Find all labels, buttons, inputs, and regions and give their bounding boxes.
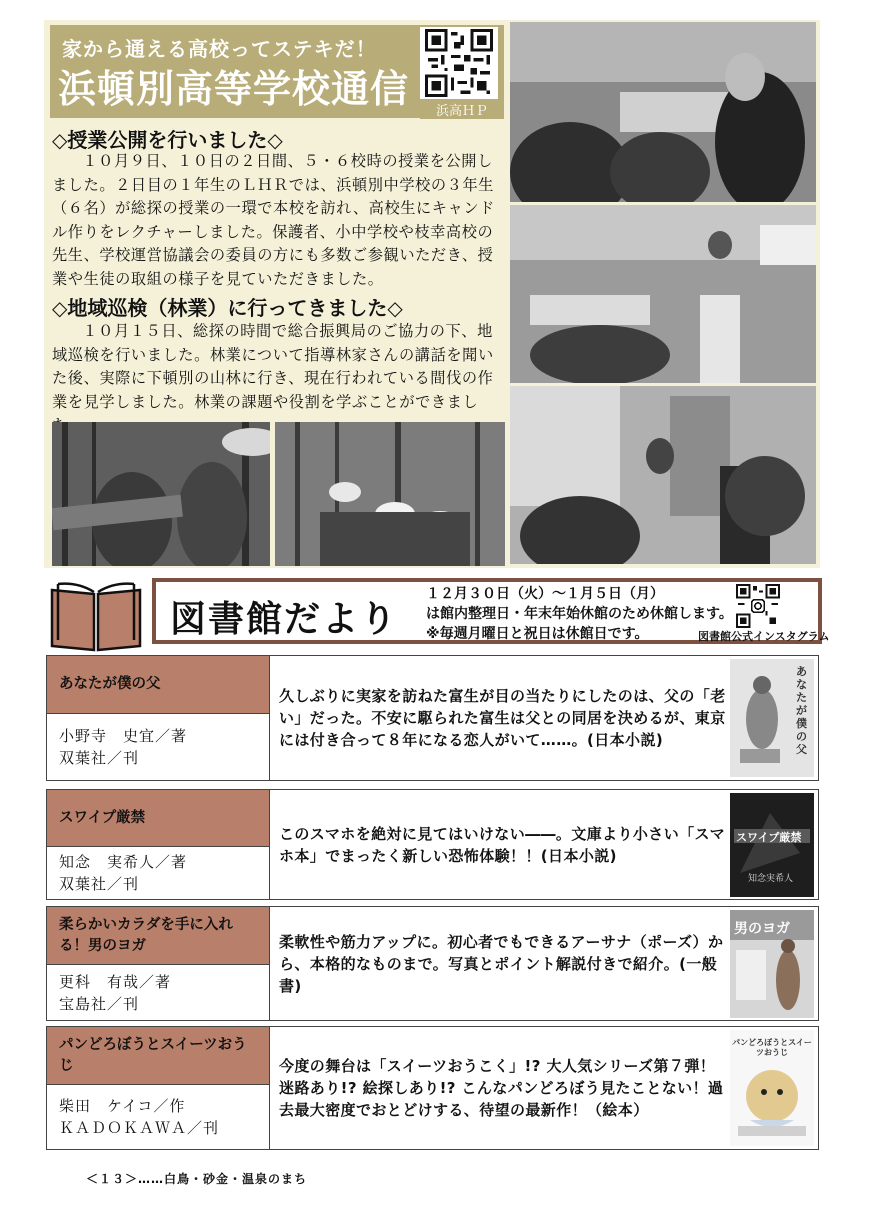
book-credits <box>47 965 269 1020</box>
book-row-2 <box>46 789 819 900</box>
book-row-4 <box>46 1026 819 1150</box>
book-publisher: ＫＡＤＯＫＡＷＡ／刊 <box>59 1119 220 1137</box>
divider <box>269 790 270 899</box>
book-author: 更科 有哉／著 <box>59 972 172 991</box>
book-description: 今度の舞台は「スイーツおうこく」!? 大人気シリーズ第７弾！迷路あり!? 絵探しあり!? こんなパンどろぼう見たことない！過去最大密度でおとどけする、待望の最新作！（絵本） <box>279 1057 724 1119</box>
book-title: 柔らかいカラダを手に入れる！男のヨガ <box>47 907 269 965</box>
school-qr-code[interactable] <box>420 27 498 99</box>
classroom-photo-1 <box>510 22 816 202</box>
book-title: パンどろぼうとスイーツおうじ <box>47 1027 269 1085</box>
forestry-photo-1 <box>52 422 270 566</box>
book-cover <box>730 910 814 1018</box>
book-row-1 <box>46 655 819 781</box>
cover-author: 知念実希人 <box>748 874 794 884</box>
section1-heading: ◇授業公開を行いました◇ <box>52 128 283 152</box>
book-cover <box>730 1030 814 1146</box>
school-qr-label: 浜高ＨＰ <box>420 100 504 119</box>
divider <box>269 656 270 780</box>
book-description: 柔軟性や筋力アップに。初心者でもできるアーサナ（ポーズ）から、本格的なものまで。写真とポイント解説付きで紹介。(一般書) <box>279 932 724 995</box>
divider <box>269 907 270 1020</box>
divider <box>269 1027 270 1149</box>
instagram-label: 図書館公式インスタグラム <box>698 630 830 643</box>
cover-title: あなたが僕の父 <box>796 665 807 756</box>
school-title: 浜頓別高等学校通信 <box>58 67 410 111</box>
instagram-qr-code[interactable] <box>736 584 780 628</box>
book-description: このスマホを絶対に見てはいけない――。文庫より小さい「スマホ本」でまったく新しい恐怖体験！！(日本小説) <box>279 824 726 865</box>
book-author: 小野寺 史宜／著 <box>59 727 188 745</box>
cover-title: 男のヨガ <box>734 921 790 937</box>
book-author: 知念 実希人／著 <box>59 853 188 871</box>
book-author: 柴田 ケイコ／作 <box>59 1097 186 1115</box>
page-footer: ＜１３＞……白鳥・砂金・温泉のまち <box>86 1172 308 1186</box>
section1-body: １０月９日、１０日の２日間、５・６校時の授業を公開しました。２日目の１年生のＬＨＲでは、浜頓別中学校の３年生（６名）が総探の授業の一環で本校を訪れ、高校生にキャンドル作りをレクチャーしました。保護者、小中学校や枝幸高校の先生、学校運営協議会の委員の方にも多数ご参観いただき、授業や生徒の取組の様子を見ていただきました。 <box>52 152 495 288</box>
section2-heading: ◇地域巡検（林業）に行ってきました◇ <box>52 296 403 320</box>
classroom-photo-3 <box>510 386 816 564</box>
cover-title: パンどろぼうとスイーツおうじ <box>732 1038 812 1057</box>
book-publisher: 双葉社／刊 <box>59 749 140 767</box>
book-description: 久しぶりに実家を訪ねた富生が目の当たりにしたのは、父の「老い」だった。不安に駆られた富生は父との同居を決めるが、東京には付き合って８年になる恋人がいて……。(日本小説) <box>279 687 726 749</box>
book-credits <box>47 1085 269 1149</box>
book-publisher: 宝島社／刊 <box>59 994 140 1013</box>
classroom-photo-2 <box>510 205 816 383</box>
book-title: スワイプ厳禁 <box>47 790 269 847</box>
book-credits <box>47 847 269 899</box>
book-row-3 <box>46 906 819 1021</box>
book-cover <box>730 659 814 777</box>
school-subtitle: 家から通える高校ってステキだ！ <box>62 37 377 61</box>
library-title: 図書館だより <box>170 599 399 640</box>
cover-title: スワイプ厳禁 <box>736 831 802 844</box>
forestry-photo-2 <box>275 422 505 566</box>
section2-body: １０月１５日、総探の時間で総合振興局のご協力の下、地域巡検を行いました。林業について指導林家さんの講話を聞いた後、実際に下頓別の山林に行き、現在行われている間伐の作業を見学しました。林業の課題や役割を学ぶことができまし <box>52 322 494 411</box>
book-publisher: 双葉社／刊 <box>59 875 140 893</box>
book-cover <box>730 793 814 897</box>
library-closed-reason: は館内整理日・年末年始休館のため休館します。 <box>426 606 733 622</box>
book-credits <box>47 714 269 780</box>
book-title: あなたが僕の父 <box>47 656 269 714</box>
open-book-icon <box>48 580 144 652</box>
library-closed-dates: １２月３０日（火）～１月５日（月） <box>426 586 664 602</box>
library-regular-closure: ※毎週月曜日と祝日は休館日です。 <box>426 626 649 642</box>
